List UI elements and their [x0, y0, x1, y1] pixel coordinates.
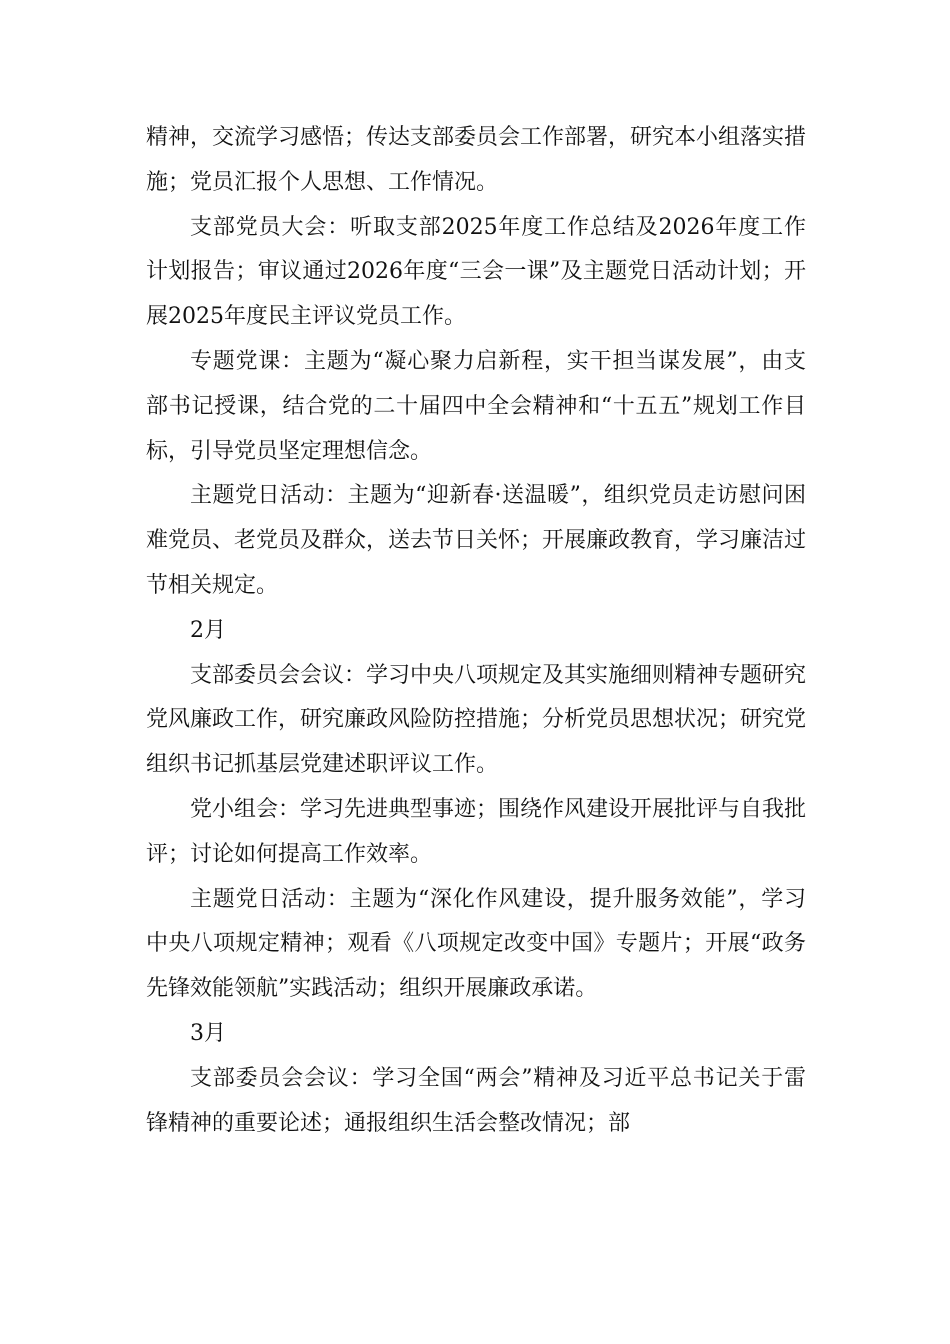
paragraph-theme-party-day-feb: 主题党日活动：主题为“深化作风建设，提升服务效能”，学习中央八项规定精神；观看《八项规定改变中国》专题片；开展“政务先锋效能领航”实践活动；组织开展廉政承诺。 — [146, 886, 806, 1002]
month-heading-march: 3月 — [190, 1020, 226, 1046]
paragraph-branch-committee-feb: 支部委员会会议：学习中央八项规定及其实施细则精神专题研究党风廉政工作，研究廉政风险防控措施；分析党员思想状况；研究党组织书记抓基层党建述职评议工作。 — [146, 662, 807, 778]
paragraph-branch-committee-mar: 支部委员会会议：学习全国“两会”精神及习近平总书记关于雷锋精神的重要论述；通报组织生活会整改情况；部 — [146, 1065, 806, 1136]
paragraph-continuation: 精神，交流学习感悟；传达支部委员会工作部署，研究本小组落实措施；党员汇报个人思想、工作情况。 — [146, 125, 807, 195]
paragraph-theme-party-day-jan: 主题党日活动：主题为“迎新春·送温暖”，组织党员走访慰问困难党员、老党员及群众，送去节日关怀；开展廉政教育，学习廉洁过节相关规定。 — [146, 483, 807, 598]
paragraph-party-member-assembly: 支部党员大会：听取支部2025年度工作总结及2026年度工作计划报告；审议通过2026年度“三会一课”及主题党日活动计划；开展2025年度民主评议党员工作。 — [146, 214, 806, 330]
document-body — [146, 116, 806, 1146]
paragraph-party-group-meeting-feb: 党小组会：学习先进典型事迹；围绕作风建设开展批评与自我批评；讨论如何提高工作效率。 — [146, 796, 807, 867]
paragraph-special-party-lecture: 专题党课：主题为“凝心聚力启新程，实干担当谋发展”，由支部书记授课，结合党的二十届四中全会精神和“十五五”规划工作目标，引导党员坚定理想信念。 — [146, 348, 806, 464]
month-heading-february: 2月 — [190, 617, 226, 643]
